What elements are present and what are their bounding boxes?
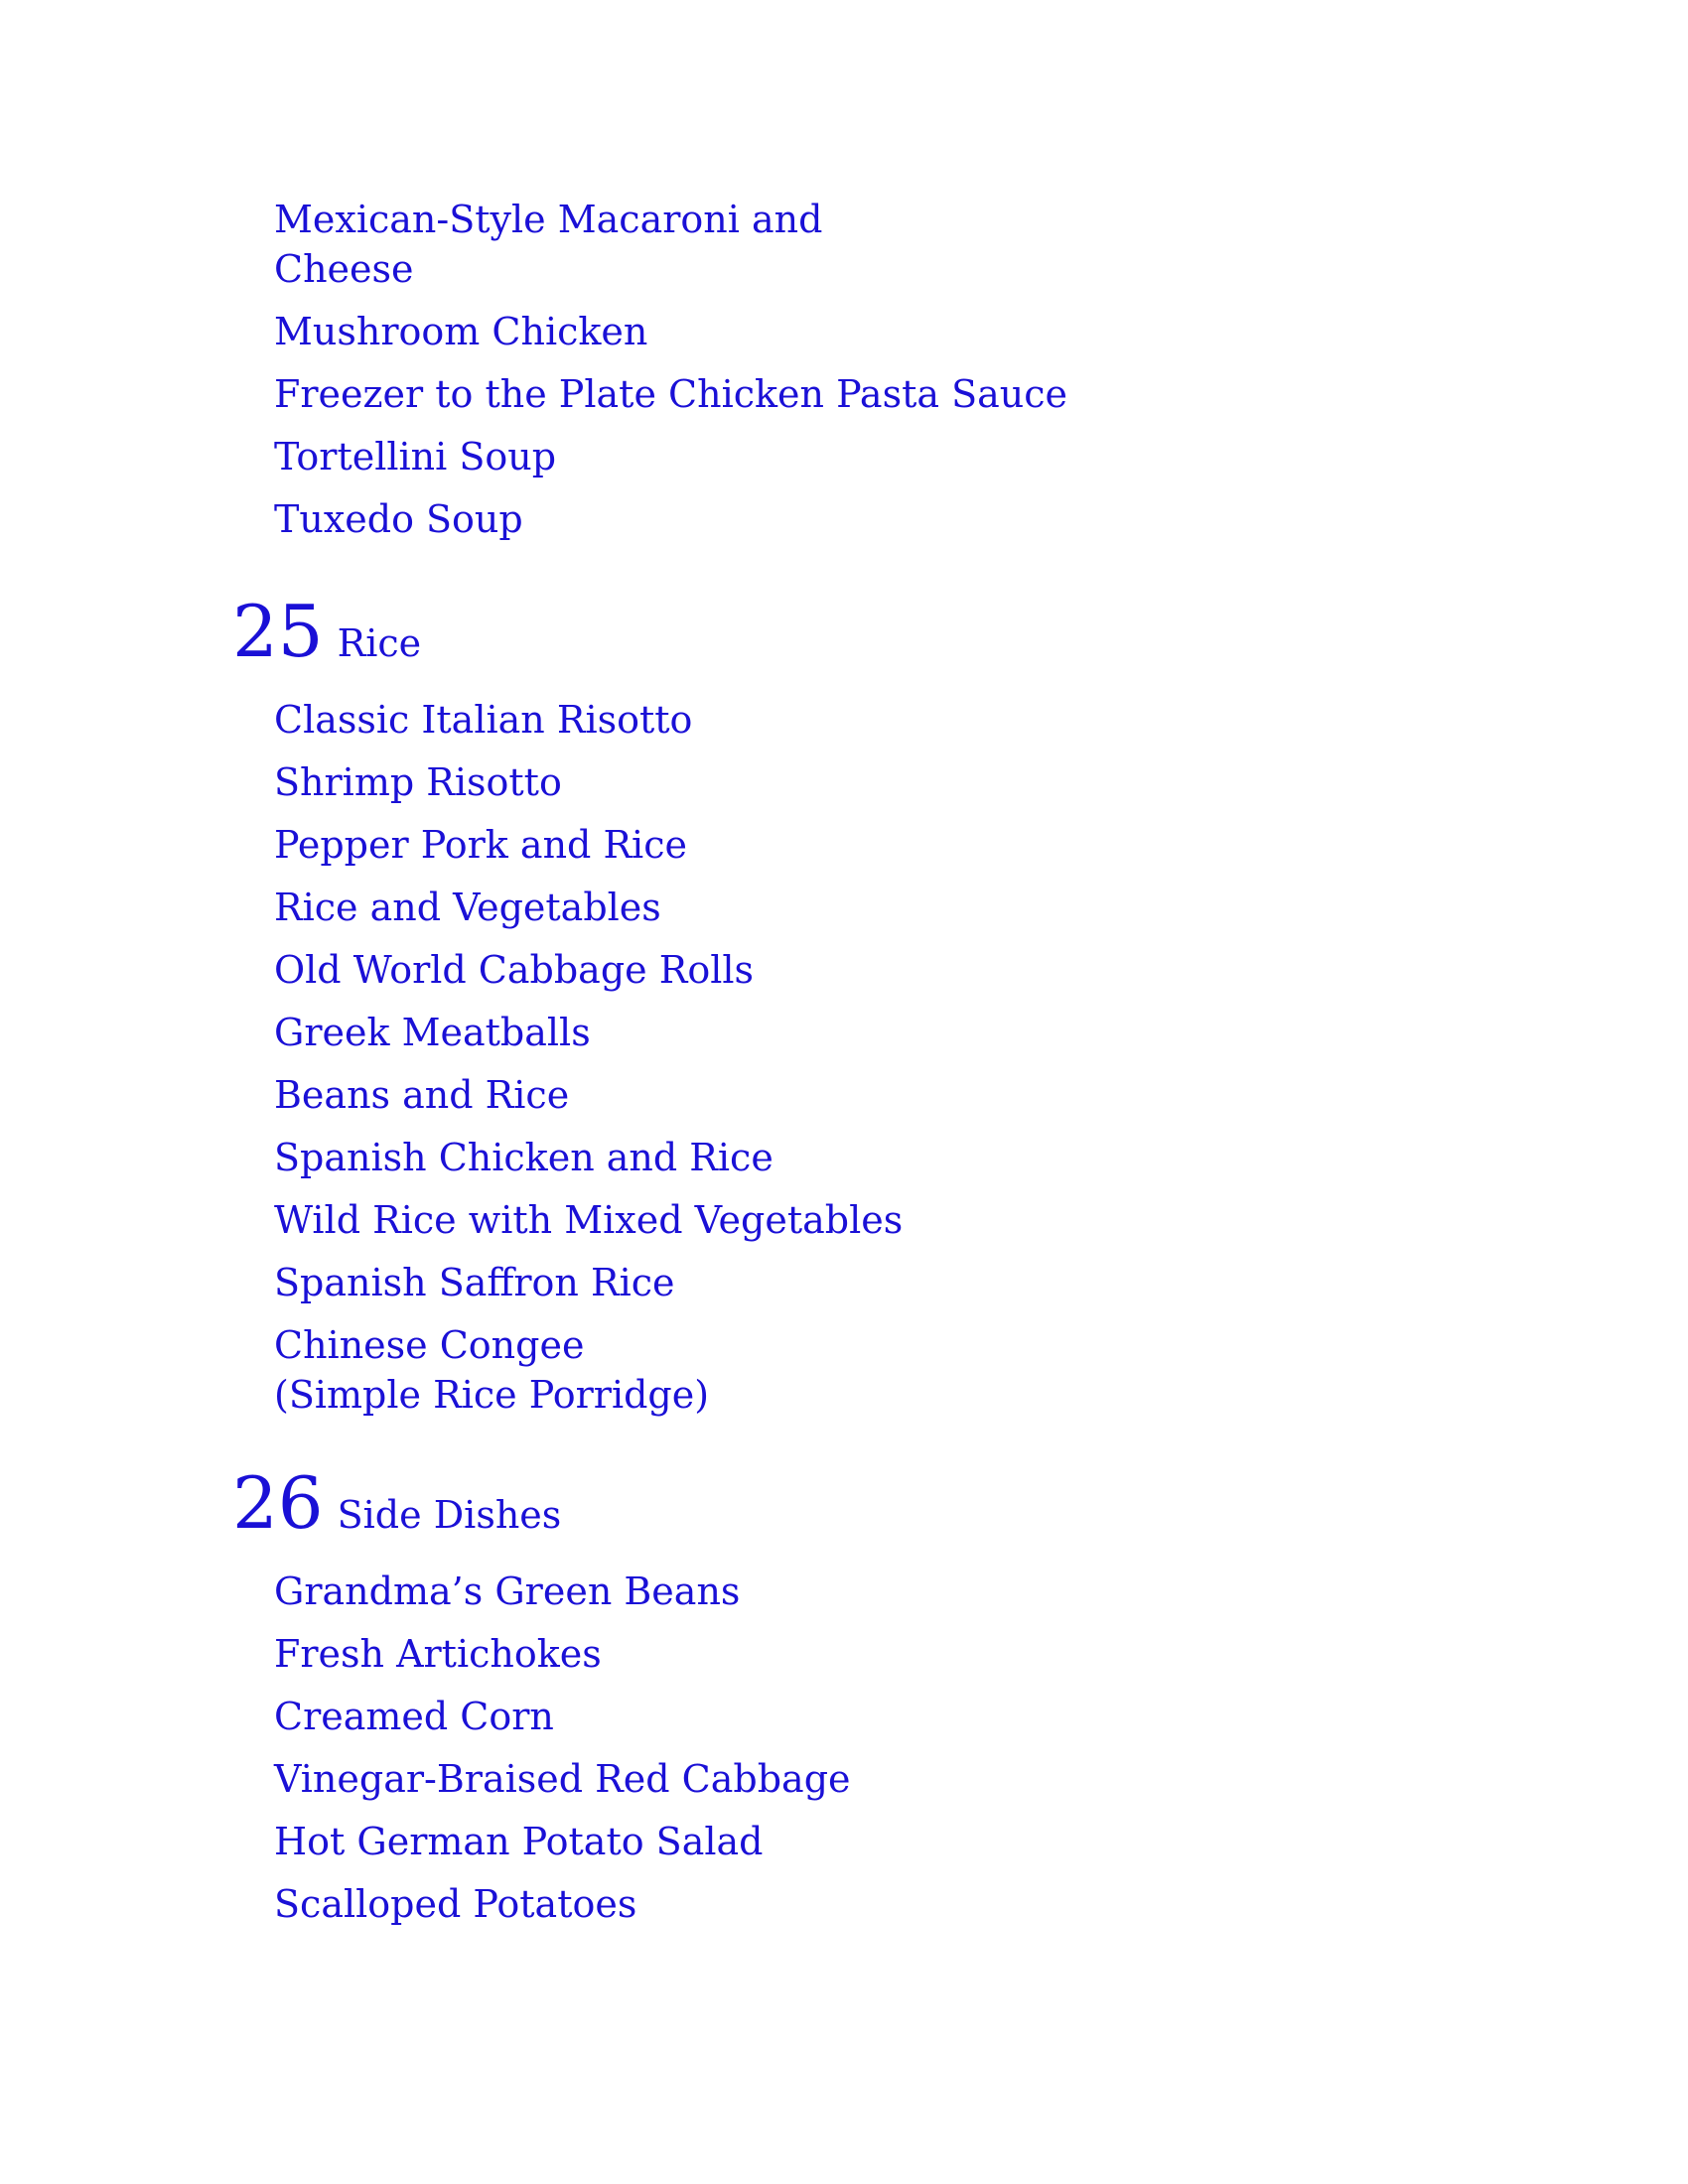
toc-link-line: (Simple Rice Porridge) bbox=[274, 1373, 710, 1417]
toc-link-pepper-pork-and-rice[interactable]: Pepper Pork and Rice bbox=[274, 823, 687, 867]
toc-link-tuxedo-soup[interactable]: Tuxedo Soup bbox=[274, 497, 523, 541]
toc-link-tortellini-soup[interactable]: Tortellini Soup bbox=[274, 435, 557, 478]
toc-list-side-dishes bbox=[274, 1567, 1466, 1942]
toc-link-grandmas-green-beans[interactable]: Grandma’s Green Beans bbox=[274, 1570, 741, 1613]
chapter-title: Side Dishes bbox=[337, 1493, 562, 1537]
toc-link-rice-and-vegetables[interactable]: Rice and Vegetables bbox=[274, 886, 661, 929]
toc-link-line: Cheese bbox=[274, 247, 414, 291]
toc-link-spanish-saffron-rice[interactable]: Spanish Saffron Rice bbox=[274, 1261, 675, 1304]
toc-link-chinese-congee[interactable] bbox=[274, 1320, 1466, 1420]
chapter-number: 26 bbox=[232, 1461, 324, 1545]
toc-link-shrimp-risotto[interactable]: Shrimp Risotto bbox=[274, 760, 562, 804]
toc-link-creamed-corn[interactable]: Creamed Corn bbox=[274, 1695, 554, 1738]
toc-link-line: Mexican-Style Macaroni and bbox=[274, 198, 823, 241]
toc-link-old-world-cabbage-rolls[interactable]: Old World Cabbage Rolls bbox=[274, 948, 755, 992]
chapter-title: Rice bbox=[337, 621, 422, 665]
chapter-heading-rice[interactable] bbox=[232, 592, 421, 671]
toc-list-rice bbox=[274, 695, 1466, 1433]
toc-link-beans-and-rice[interactable]: Beans and Rice bbox=[274, 1073, 570, 1117]
toc-link-spanish-chicken-and-rice[interactable]: Spanish Chicken and Rice bbox=[274, 1136, 774, 1179]
toc-link-greek-meatballs[interactable]: Greek Meatballs bbox=[274, 1011, 591, 1054]
toc-link-scalloped-potatoes[interactable]: Scalloped Potatoes bbox=[274, 1882, 637, 1926]
toc-link-fresh-artichokes[interactable]: Fresh Artichokes bbox=[274, 1632, 602, 1676]
toc-link-hot-german-potato-salad[interactable]: Hot German Potato Salad bbox=[274, 1820, 764, 1863]
chapter-heading-side-dishes[interactable] bbox=[232, 1463, 561, 1543]
toc-list-previous-chapter bbox=[274, 195, 1466, 557]
toc-link-classic-italian-risotto[interactable]: Classic Italian Risotto bbox=[274, 698, 693, 742]
toc-link-wild-rice-with-mixed-vegetables[interactable]: Wild Rice with Mixed Vegetables bbox=[274, 1198, 904, 1242]
toc-link-vinegar-braised-red-cabbage[interactable]: Vinegar-Braised Red Cabbage bbox=[274, 1757, 851, 1801]
toc-link-freezer-to-the-plate-chicken-pasta-sauce[interactable]: Freezer to the Plate Chicken Pasta Sauce bbox=[274, 372, 1068, 416]
toc-link-line: Chinese Congee bbox=[274, 1323, 585, 1367]
chapter-number: 25 bbox=[232, 590, 324, 673]
toc-link-mexican-style-macaroni-and-cheese[interactable] bbox=[274, 195, 1466, 294]
toc-link-mushroom-chicken[interactable]: Mushroom Chicken bbox=[274, 310, 648, 353]
